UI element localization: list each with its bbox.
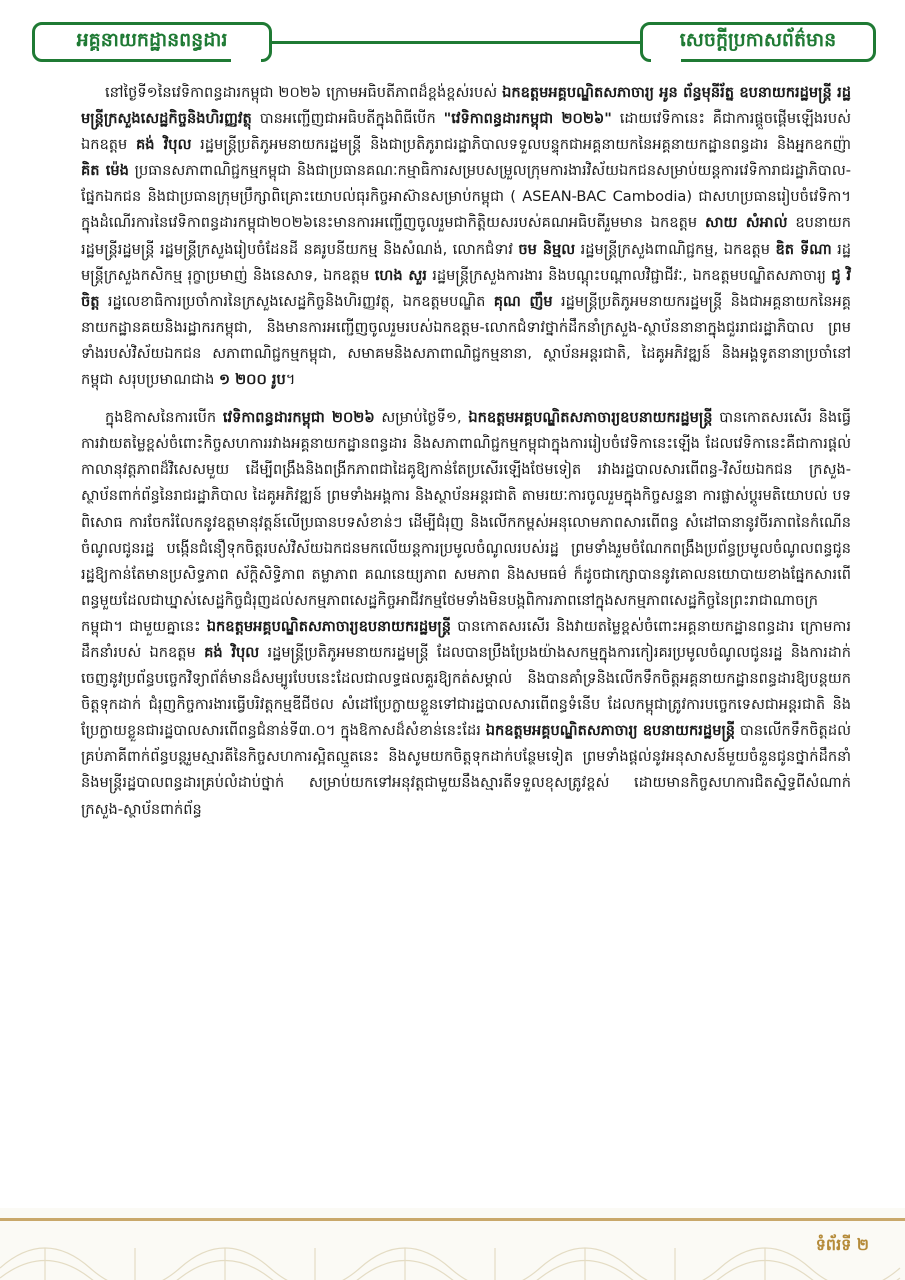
article-body <box>81 80 851 823</box>
emphasized-text: វេទិកាពន្ធដារកម្ពុជា ២០២៦ <box>222 409 375 427</box>
text-run: ក្នុងឱកាសនៃការបើក <box>105 409 223 427</box>
text-run: រដ្ឋមន្ត្រីក្រសួងកសិកម្ម រុក្ខាប្រមាញ់ និងនេសាទ, ឯកឧត្តម <box>81 240 851 284</box>
emphasized-text: ឌិត ទីណា <box>775 240 832 258</box>
emphasized-text: ឯកឧត្តមអគ្គបណ្ឌិតសភាចារ្យឧបនាយករដ្ឋមន្ត្រី <box>206 617 451 635</box>
header-rule <box>270 41 648 44</box>
emphasized-text: គុណ ញឹម <box>493 292 553 310</box>
emphasized-text: ឯកឧត្តមអគ្គបណ្ឌិតសភាចារ្យ អូន ព័ន្ធមុនីរ័ត្ន ឧបនាយករដ្ឋមន្ត្រី រដ្ឋមន្ត្រីក្រសួងសេដ្ឋកិច្ចនិងហិរញ្ញវត្ថុ <box>81 84 851 128</box>
text-run: បានកោតសរសើរ និងវាយតម្លៃខ្ពស់ចំពោះអគ្គនាយកដ្ឋានពន្ធដារ ក្រោមការដឹកនាំរបស់ ឯកឧត្តម <box>81 617 851 661</box>
page-number: ទំព័រទី ២ <box>815 1235 869 1254</box>
text-run: រដ្ឋមន្ត្រីក្រសួងការងារ និងបណ្តុះបណ្តាលវិជ្ជាជីវៈ, ឯកឧត្តមបណ្ឌិតសភាចារ្យ <box>426 266 832 284</box>
emphasized-text: គិត ម៉េង <box>81 162 129 180</box>
text-run: រដ្ឋមន្ត្រីក្រសួងពាណិជ្ជកម្ម, ឯកឧត្តម <box>575 240 776 258</box>
text-run: នៅថ្ងៃទី១នៃវេទិកាពន្ធដារកម្ពុជា ២០២៦ ក្រោមអធិបតីភាពដ៏ខ្ពង់ខ្ពស់របស់ <box>105 84 503 101</box>
footer-rule <box>0 1218 905 1221</box>
emphasized-text: ឯកឧត្តមអគ្គបណ្ឌិតសភាចារ្យ ឧបនាយករដ្ឋមន្ត្រី <box>485 722 736 740</box>
text-run: ឧបនាយករដ្ឋមន្ត្រីរដ្ឋមន្ត្រី រដ្ឋមន្ត្រីក្រសួងរៀបចំដែនដី នគរូបនីយកម្ម និងសំណង់, លោកជំទាវ <box>81 214 851 258</box>
emphasized-text: ជូ វិចិត្ត <box>81 266 852 310</box>
text-run: រដ្ឋមន្ត្រីប្រតិភូអមនាយករដ្ឋមន្ត្រី និងជាប្រតិភូរាជរដ្ឋាភិបាលទទួលបន្ទុកជាអគ្គនាយកនៃអគ្គនាយកដ្ឋានពន្ធដារ និងអ្នកឧកញ៉ា <box>191 136 851 154</box>
emphasized-text: ចម និម្មល <box>518 240 576 258</box>
text-run: បានអញ្ជើញជាអធិបតីក្នុងពិធីបើក <box>251 110 444 128</box>
text-run: ។ <box>285 371 296 389</box>
text-run: សម្រាប់ថ្ងៃទី១, <box>374 409 469 427</box>
press-release-title: សេចក្តីប្រកាសព័ត៌មាន <box>679 29 837 51</box>
text-run: ដោយវេទិកានេះ គឺជាការផ្តួចផ្តើមឡើងរបស់ឯកឧត្តម <box>81 110 851 154</box>
text-run: រដ្ឋមន្ត្រីប្រតិភូអមនាយករដ្ឋមន្ត្រី ដែលបានប្រឹងប្រែងយ៉ាងសកម្មក្នុងការកៀរគរប្រមូលចំណូលជូនរដ្ឋ និងការដាក់ចេញនូវប្រព័ន្ធបច្ចេកវិទ្យាព័ត៌មានដ៏សម្បូរបែបនេះដែលជាលទ្ធផលគួរឱ្យកត់សម្គាល់ និងបានគាំទ្រនិងលើកទឹកចិត្តអគ្គនាយកដ្ឋានពន្ធដារឱ្យបន្តយកចិត្តទុកដាក់ ជំរុញកិច្ចការងារធ្វើបរិវត្តកម្មឌីជីថល សំដៅប្រែក្លាយខ្លួនទៅជារដ្ឋបាលសារពើពន្ធទំនើប ដែលកម្ពុជាត្រូវការបច្ចេកទេសជាអន្តរជាតិ និងប្រែក្លាយខ្លួនជារដ្ឋបាលសារពើពន្ធជំនាន់ទី៣.០។ ក្នុងឱកាសដ៏សំខាន់នេះដែរ <box>81 643 852 740</box>
text-run: បានលើកទឹកចិត្តដល់គ្រប់ភាគីពាក់ព័ន្ធបន្តរួមស្មារតីនៃកិច្ចសហការស្អិតល្មួតនេះ និងសូមយកចិត្តទុកដាក់បន្ថែមទៀត ព្រមទាំងផ្តល់នូវអនុសាសន៍មួយចំនួនជូនថ្នាក់ដឹកនាំ និងមន្ត្រីរដ្ឋបាលពន្ធដារគ្រប់លំដាប់ថ្នាក់ សម្រាប់យកទៅអនុវត្តជាមួយនឹងស្មារតីទទួលខុសត្រូវខ្ពស់ ដោយមានកិច្ចសហការជិតស្និទ្ធពីសំណាក់ក្រសួង-ស្ថាប័នពាក់ព័ន្ធ <box>81 722 851 818</box>
header-press-release-tab <box>640 22 876 62</box>
emphasized-text: ហេង សួរ <box>374 266 427 284</box>
text-run: រដ្ឋលេខាធិការប្រចាំការនៃក្រសួងសេដ្ឋកិច្ចនិងហិរញ្ញវត្ថុ, ឯកឧត្តមបណ្ឌិត <box>99 292 494 310</box>
paragraph <box>81 80 851 393</box>
header-department-tab <box>32 22 272 62</box>
emphasized-text: គង់ វិបុល <box>136 136 192 154</box>
emphasized-text: សាយ សំអាល់ <box>705 214 788 232</box>
emphasized-text: "វេទិកាពន្ធដារកម្ពុជា ២០២៦" <box>443 110 612 128</box>
department-title: អគ្គនាយកដ្ឋានពន្ធដារ <box>76 29 228 51</box>
text-run: បានកោតសរសើរ និងធ្វើការវាយតម្លៃខ្ពស់ចំពោះកិច្ចសហការរវាងអគ្គនាយកដ្ឋានពន្ធដារ និងសភាពាណិជ្ជកម្មកម្ពុជាក្នុងការរៀបចំវេទិកានេះឡើង ដែលវេទិកានេះគឺជាការផ្តល់កាលានុវត្តភាពដ៏វិសេសមួយ ដើម្បីពង្រឹងនិងពង្រីកភាពជាដៃគូឱ្យកាន់តែប្រសើរឡើងថែមទៀត រវាងរដ្ឋបាលសារពើពន្ធ-វិស័យឯកជន ក្រសួង-ស្ថាប័នពាក់ព័ន្ធនៃរាជរដ្ឋាភិបាល ដៃគូអភិវឌ្ឍន៍ ព្រមទាំងអង្គការ និងស្ថាប័នអន្តរជាតិ តាមរយៈការចូលរួមក្នុងកិច្ចសន្ទនា ការផ្លាស់ប្តូរមតិយោបល់ បទពិសោធ ការចែករំលែកនូវឧត្តមានុវត្តន៍លើប្រធានបទសំខាន់ៗ ដើម្បីជំរុញ និងលើកកម្ពស់អនុលោមភាពសារពើពន្ធ សំដៅធានានូវចីរភាពនៃកំណើនចំណូលជូនរដ្ឋ បង្កើនជំនឿទុកចិត្តរបស់វិស័យឯកជនមកលើយន្តការប្រមូលចំណូលរបស់រដ្ឋ ព្រមទាំងរួមចំណែកពង្រឹងប្រព័ន្ធប្រមូលចំណូលពន្ធជូនរដ្ឋឱ្យកាន់តែមានប្រសិទ្ធភាព ស័ក្តិសិទ្ធិភាព តម្លាភាព គណនេយ្យភាព សមភាព និងសមធម៌ ក៏ដូចជាក្សោបាននូវគោលនយោបាយខាងផ្នែកសារពើពន្ធមួយដែលជាឃ្នាស់សេដ្ឋកិច្ចជំរុញដល់សកម្មភាពសេដ្ឋកិច្ចអាជីវកម្មថែមទាំងមិនបង្កពិការភាពនៅក្នុងសកម្មភាពសេដ្ឋកិច្ចនៃព្រះរាជាណាចក្រកម្ពុជា។ ជាមួយគ្នានេះ <box>81 409 851 635</box>
text-run: ប្រធានសភាពាណិជ្ជកម្មកម្ពុជា និងជាប្រធានគណៈកម្មាធិការសម្របសម្រួលក្រុមការងារវិស័យឯកជនសម្រាប់យន្តការវេទិការាជរដ្ឋាភិបាល-ផ្នែកឯកជន និងជាប្រធានក្រុមប្រឹក្សាពិគ្រោះយោបល់ធុរកិច្ចអាស៊ានសម្រាប់កម្ពុជា ( ASEAN-BAC Cambodia) ជាសហប្រធានរៀបចំវេទិកា។ ក្នុងដំណើរការនៃវេទិកាពន្ធដារកម្ពុជា២០២៦នេះមានការអញ្ជើញចូលរួមជាកិត្តិយសរបស់គណអធិបតីរួមមាន ឯកឧត្តម <box>81 162 851 232</box>
paragraph <box>81 405 851 823</box>
text-run: រដ្ឋមន្ត្រីប្រតិភូអមនាយករដ្ឋមន្ត្រី និងជាអគ្គនាយកនៃអគ្គនាយកដ្ឋានគយនិងរដ្ឋាករកម្ពុជា, និងមានការអញ្ជើញចូលរួមរបស់ឯកឧត្តម-លោកជំទាវថ្នាក់ដឹកនាំក្រសួង-ស្ថាប័ននានាក្នុងជួររាជរដ្ឋាភិបាល ព្រមទាំងរបស់វិស័យឯកជន សភាពាណិជ្ជកម្មកម្ពុជា, សមាគមនិងសភាពាណិជ្ជកម្មនានា, ស្ថាប័នអន្តរជាតិ, ដៃគូអភិវឌ្ឍន៍ និងអង្គទូតនានាប្រចាំនៅកម្ពុជា សរុបប្រមាណជាង <box>81 292 851 389</box>
emphasized-text: ១ ២០០ រូប <box>218 371 286 389</box>
emphasized-text: គង់ វិបុល <box>204 643 260 661</box>
emphasized-text: ឯកឧត្តមអគ្គបណ្ឌិតសភាចារ្យឧបនាយករដ្ឋមន្ត្រី <box>468 409 713 427</box>
